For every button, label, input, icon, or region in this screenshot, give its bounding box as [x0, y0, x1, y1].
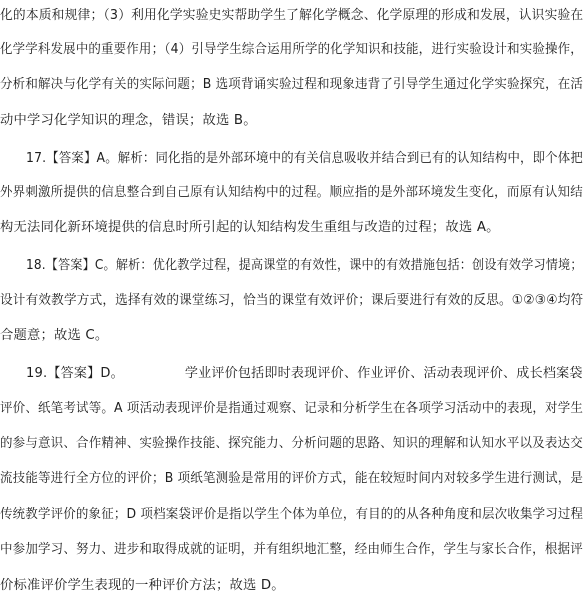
text-line: 构无法同化新环境提供的信息时所引起的认知结构发生重组与改造的过程；故选 A。	[0, 220, 500, 235]
answer-19-label: 19.【答案】D。	[26, 366, 124, 381]
text-line: 动中学习化学知识的理念，错误；故选 B。	[0, 113, 257, 128]
answer-19-first-line	[26, 359, 583, 389]
answer-17-first-line: 17.【答案】A。解析：同化指的是外部环境中的有关信息吸收并结合到已有的认知结构中，即个体把	[26, 151, 583, 166]
text-line: 化学学科发展中的重要作用；（4）引导学生综合运用所学的化学知识和技能，进行实验设计和实验操作，	[0, 42, 583, 57]
text-line: 外界刺激所提供的信息整合到自己原有认知结构中的过程。顺应指的是外部环境发生变化，而原有认知结	[0, 185, 583, 200]
text-line: 化的本质和规律；（3）利用化学实验史实帮助学生了解化学概念、化学原理的形成和发展，认识实验在	[0, 8, 584, 23]
text-line: 设计有效教学方式，选择有效的课堂练习，恰当的课堂有效评价；课后要进行有效的反思。①②③④均符	[0, 293, 584, 308]
text-line: 传统教学评价的象征；D 项档案袋评价是指以学生个体为单位，有目的的从各种角度和层次收集学习过程	[0, 507, 584, 522]
answer-19-analysis-start: 学业评价包括即时表现评价、作业评价、活动表现评价、成长档案袋	[184, 366, 583, 381]
text-line: 评价、纸笔考试等。A 项活动表现评价是指通过观察、记录和分析学生在各项学习活动中的表现，对学生	[0, 401, 584, 416]
text-line: 价标准评价学生表现的一种评价方法；故选 D。	[0, 578, 285, 593]
text-line: 的参与意识、合作精神、实验操作技能、探究能力、分析问题的思路、知识的理解和认知水平以及表达交	[0, 436, 583, 451]
text-line: 中参加学习、努力、进步和取得成就的证明，并有组织地汇整，经由师生合作，学生与家长合作，根据评	[0, 542, 583, 557]
text-line: 分析和解决与化学有关的实际问题；B 选项背诵实验过程和现象违背了引导学生通过化学实验探究，在活	[0, 77, 584, 92]
answer-18-first-line: 18.【答案】C。解析：优化教学过程，提高课堂的有效性，课中的有效措施包括：创设有效学习情境；	[26, 258, 583, 273]
text-line: 流技能等进行全方位的评价；B 项纸笔测验是常用的评价方式，能在较短时间内对较多学生进行测试，是	[0, 471, 584, 486]
text-line: 合题意；故选 C。	[0, 328, 109, 343]
